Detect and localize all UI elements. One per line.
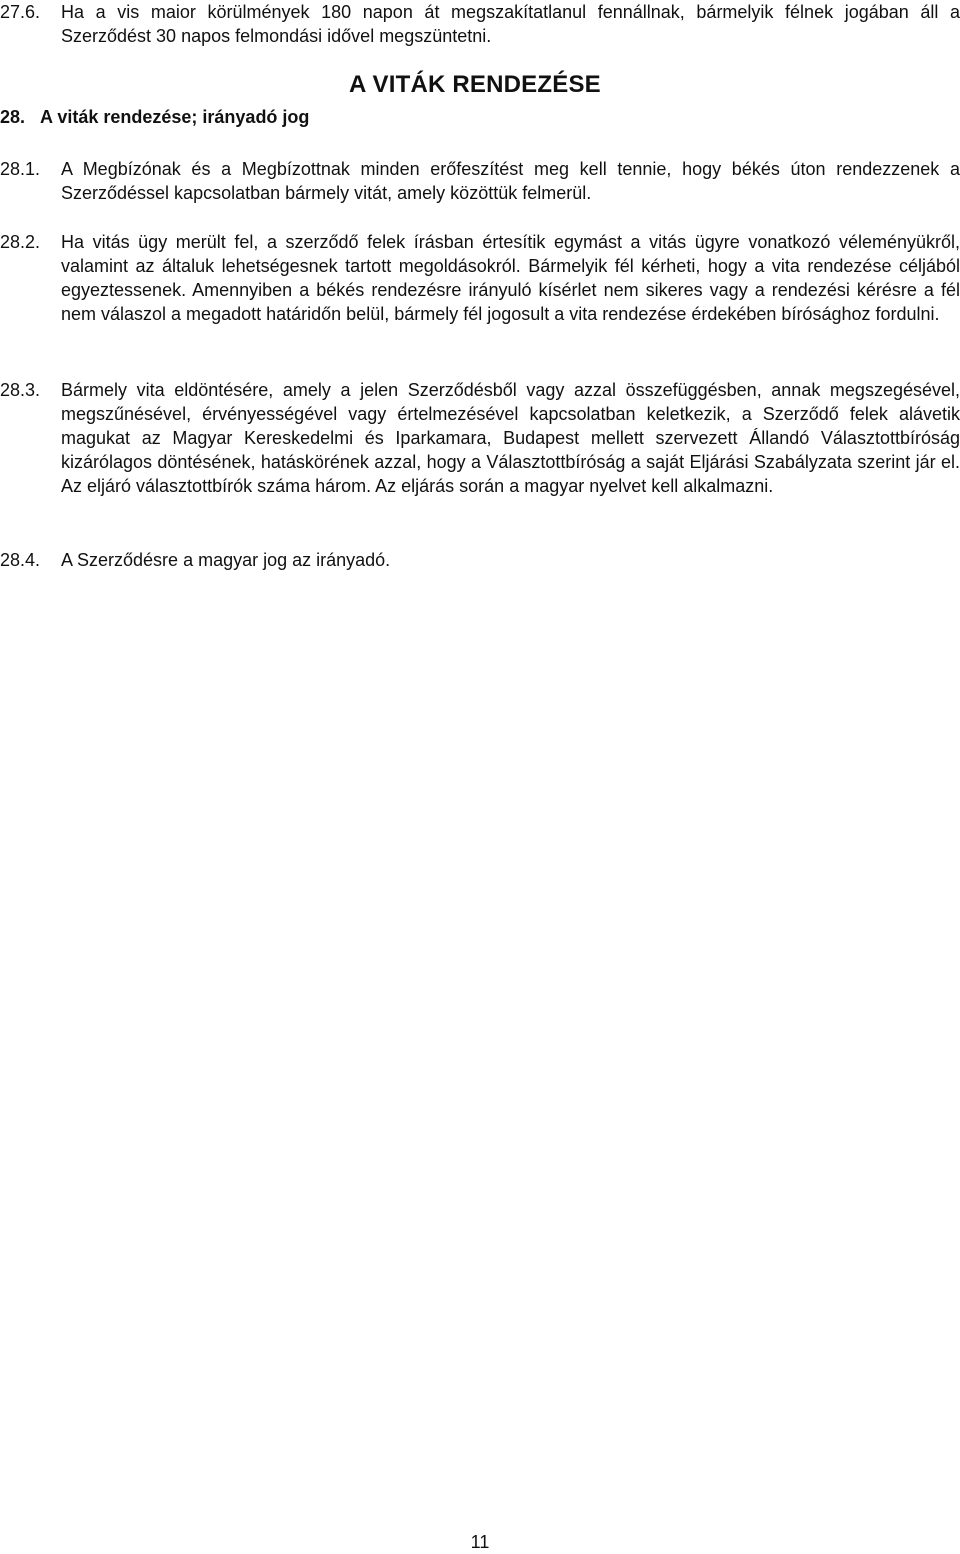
clause-number: 28.2. [0, 232, 41, 252]
section-heading-text: A viták rendezése; irányadó jog [40, 107, 310, 127]
clause-number: 28.1. [0, 159, 41, 179]
section-heading [0, 105, 309, 129]
clause-text: Ha vitás ügy merült fel, a szerződő felek írásban értesítik egymást a vitás ügyre vonatkozó véleményükről, valamint az általuk lehetségesnek tartott megoldásokról. Bármelyik fél kérheti, hogy a vita rendezése céljából egyeztessenek. Amennyiben a békés rendezésre irányuló kísérlet nem sikeres vagy a rendezési kérésre a fél nem válaszol a megadott határidőn belül, bármely fél jogosult a vita rendezése érdekében bírósághoz fordulni. [61, 232, 960, 324]
clause-27-6 [0, 0, 960, 48]
clause-28-1 [0, 157, 960, 205]
clause-number: 28.4. [0, 550, 41, 570]
section-number: 28. [0, 107, 26, 127]
clause-number: 28.3. [0, 380, 41, 400]
clause-text: Bármely vita eldöntésére, amely a jelen Szerződésből vagy azzal összefüggésben, annak megszegésével, megszűnésével, érvényességével vagy értelmezésével kapcsolatban keletkezik, a Szerződő felek alávetik magukat az Magyar Kereskedelmi és Iparkamara, Budapest mellett szervezett Állandó Választottbíróság kizárólagos döntésének, hatáskörének azzal, hogy a Választottbíróság a saját Eljárási Szabályzata szerint jár el. Az eljáró választottbírók száma három. Az eljárás során a magyar nyelvet kell alkalmazni. [61, 380, 960, 496]
clause-text: Ha a vis maior körülmények 180 napon át megszakítatlanul fennállnak, bármelyik félnek jogában áll a Szerződést 30 napos felmondási idővel megszüntetni. [61, 2, 960, 46]
clause-28-4 [0, 548, 960, 572]
clause-text: A Megbízónak és a Megbízottnak minden erőfeszítést meg kell tennie, hogy békés úton rendezzenek a Szerződéssel kapcsolatban bármely vitát, amely közöttük felmerül. [61, 159, 960, 203]
section-title: A VITÁK RENDEZÉSE [349, 71, 601, 98]
clause-28-2 [0, 230, 960, 326]
page-number: 11 [470, 1532, 490, 1552]
clause-number: 27.6. [0, 2, 41, 22]
clause-text: A Szerződésre a magyar jog az irányadó. [61, 550, 391, 570]
clause-28-3 [0, 378, 960, 498]
